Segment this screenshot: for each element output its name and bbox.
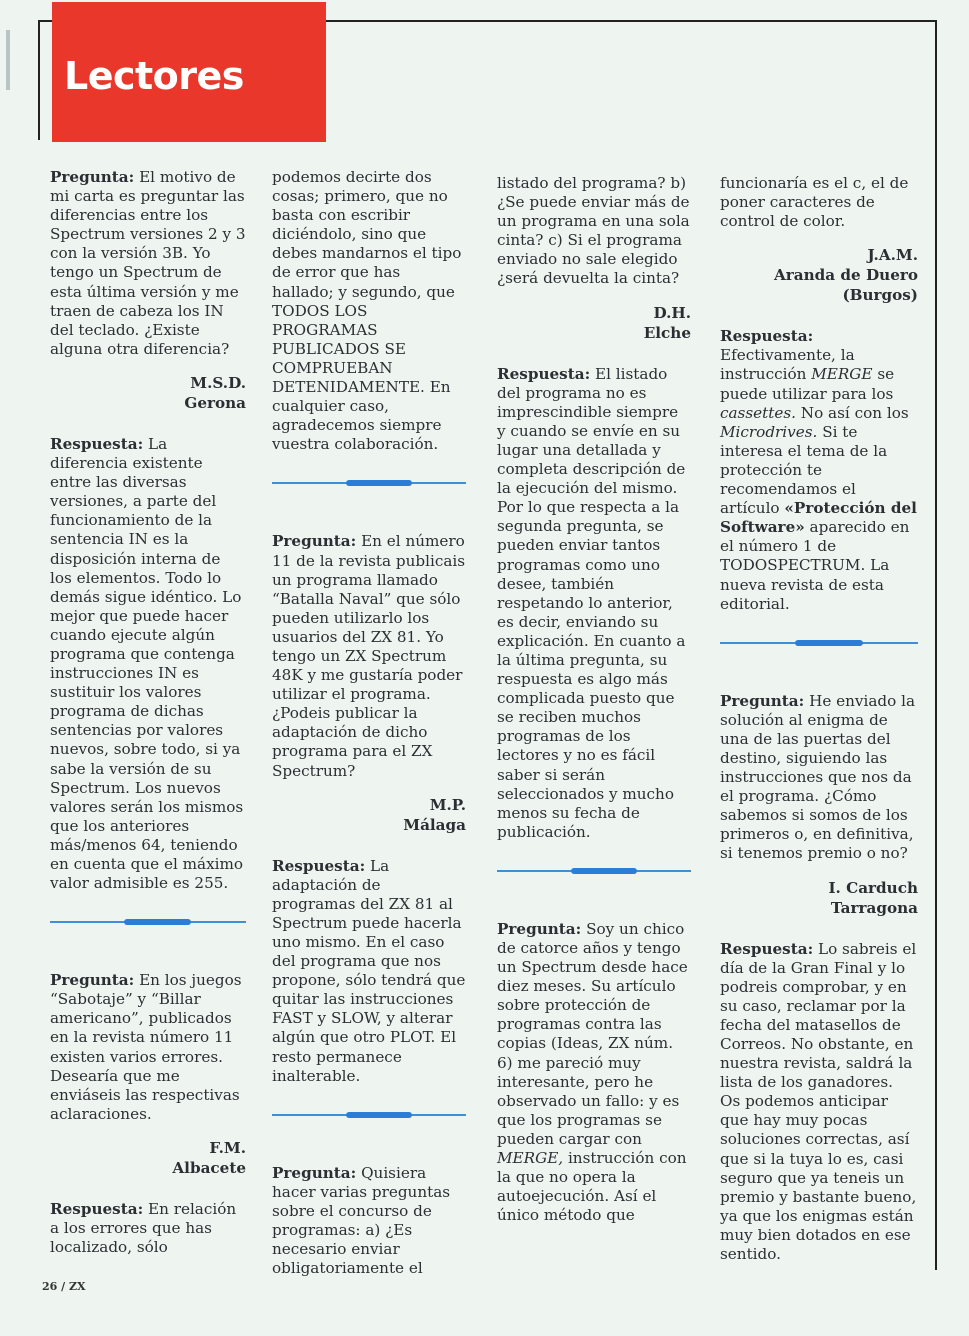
answer-text: La diferencia existente entre las diversas versiones, a parte del funcionamiento de la sentencia IN es la disposición interna de los elementos. Todo lo demás sigue idéntico. Lo mejor que puede hacer cuando ejecute algún programa que contenga instrucciones IN es sustituir los valores programa de dichas sentencias por valores nuevos, sobre todo, si ya sabe la versión de su Spectrum. Los nuevos valores serán los mismos que los anteriores más/menos 64, teniendo en cuenta que el máximo valor admisible es 255. — [50, 434, 244, 893]
question-text: En el número 11 de la revista publicais un programa llamado “Batalla Naval” que sólo pueden utilizarlo los usuarios del ZX 81. Yo tengo un ZX Spectrum 48K y me gustaría poder utilizar el programa. ¿Podeis publicar la adaptación de dicho programa para el ZX Spectrum? — [272, 532, 466, 780]
signature-city: Elche — [643, 323, 691, 342]
question-text: En los juegos “Sabotaje” y “Billar americano”, publicados en la revista número 11 existen varios errores. Desearía que me enviáseis las respectivas aclaraciones. — [50, 971, 242, 1123]
answer-label: Respuesta: — [720, 327, 814, 346]
signature-initials: D.H. — [653, 303, 691, 322]
column-4 — [720, 174, 918, 1264]
page-edge-mark — [6, 30, 10, 90]
letter-1-answer — [50, 435, 246, 893]
column-2 — [272, 168, 466, 1278]
signature-initials: M.P. — [429, 795, 466, 814]
letter-1-question — [50, 168, 246, 359]
merge-keyword: MERGE, — [497, 1149, 564, 1168]
letter-5-signature — [720, 245, 918, 305]
cassettes-term: cassettes. — [720, 403, 796, 422]
letter-4-signature — [497, 303, 691, 343]
answer-text: se puede utilizar para los — [720, 365, 895, 403]
signature-initials: M.S.D. — [190, 373, 246, 392]
frame-right-rule — [935, 20, 937, 1270]
letter-6-signature — [720, 878, 918, 918]
letter-3-signature — [272, 795, 466, 835]
signature-city: Málaga — [403, 815, 466, 834]
page-number-footer: 26 / ZX — [42, 1280, 86, 1293]
letter-2-answer-continued: podemos decirte dos cosas; primero, que no basta con escribir diciéndolo, sino que debes mandarnos el tipo de error que has hallado; y segundo, que TODOS LOS PROGRAMAS PUBLICADOS SE COMPRUEBAN DETENIDAMENTE. En cualquier caso, agradecemos siempre vuestra colaboración. — [272, 168, 462, 454]
answer-label: Respuesta: — [272, 856, 366, 875]
answer-text: aparecido en el número 1 de TODOSPECTRUM. La nueva revista de esta editorial. — [720, 518, 910, 613]
question-text: He enviado la solución al enigma de una de las puertas del destino, siguiendo las instrucciones que nos da el programa. ¿Cómo sabemos si somos de los primeros o, en definitiva, si tenemos premio o no? — [720, 691, 916, 863]
signature-city: Aranda de Duero — [774, 266, 918, 285]
letter-6-question — [720, 692, 918, 864]
answer-text: Lo sabreis el día de la Gran Final y lo podreis comprobar, y en su caso, reclamar por la fecha del matasellos de Correos. No obstante, en nuestra revista, saldrá la lista de los ganadores. Os podemos anticipar que hay muy pocas soluciones correctas, así que si la tuya lo es, casi seguro que ya teneis un premio y bastante bueno, ya que los enigmas están muy bien dotados en ese sentido. — [720, 939, 917, 1264]
column-3 — [497, 174, 691, 1225]
signature-city: Albacete — [172, 1158, 246, 1177]
frame-left-rule — [38, 20, 40, 140]
signature-city: Tarragona — [830, 898, 918, 917]
signature-initials: J.A.M. — [867, 246, 918, 265]
answer-label: Respuesta: — [497, 364, 591, 383]
question-label: Pregunta: — [497, 919, 582, 938]
question-label: Pregunta: — [50, 168, 135, 186]
question-text: El motivo de mi carta es preguntar las diferencias entre los Spectrum versiones 2 y 3 con la versión 3B. Yo tengo un Spectrum de esta última versión y me traen de cabeza los IN del teclado. ¿Existe alguna otra diferencia? — [50, 168, 246, 358]
section-separator — [272, 482, 466, 484]
section-separator — [50, 921, 246, 923]
signature-initials: F.M. — [209, 1138, 246, 1157]
answer-text: En relación a los errores que has localizado, sólo — [50, 1199, 237, 1257]
section-separator — [497, 870, 691, 872]
letter-4-question-start — [272, 1164, 466, 1279]
section-separator — [272, 1114, 466, 1116]
letter-1-signature — [50, 373, 246, 413]
microdrives-term: Microdrives. — [720, 422, 818, 441]
answer-label: Respuesta: — [50, 1199, 144, 1218]
letter-2-answer-start — [50, 1200, 246, 1257]
column-1 — [50, 168, 246, 1257]
signature-city: Gerona — [184, 393, 246, 412]
answer-label: Respuesta: — [50, 434, 144, 453]
question-text: Soy un chico de catorce años y tengo un Spectrum desde hace diez meses. Su artículo sobre protección de programas contra las copias (Ideas, ZX núm. 6) me pareció muy interesante, pero he observado un fallo: y es que los programas se pueden cargar con — [497, 919, 688, 1148]
question-label: Pregunta: — [272, 532, 357, 551]
letter-2-question — [50, 971, 246, 1124]
question-text: instrucción con la que no opera la autoejecución. Así el único método que — [497, 1149, 687, 1225]
question-label: Pregunta: — [720, 691, 805, 710]
letter-3-question — [272, 532, 466, 780]
answer-text: No así con los — [800, 403, 909, 422]
merge-keyword: MERGE — [811, 365, 873, 384]
letter-4-answer — [497, 365, 691, 842]
question-label: Pregunta: — [50, 971, 135, 990]
section-separator — [720, 642, 918, 644]
letter-5-question-continued: funcionaría es el c, el de poner caracteres de control de color. — [720, 174, 909, 231]
question-label: Pregunta: — [272, 1163, 357, 1182]
letter-5-question-start — [497, 920, 691, 1226]
letter-5-answer — [720, 327, 918, 613]
letter-2-signature — [50, 1138, 246, 1178]
section-title: Lectores — [64, 54, 244, 98]
signature-province: (Burgos) — [842, 286, 918, 305]
answer-text: La adaptación de programas del ZX 81 al Spectrum puede hacerla uno mismo. En el caso del programa que nos propone, sólo tendrá que quitar las instrucciones FAST y SLOW, y alterar algún que otro PLOT. El resto permanece inalterable. — [272, 856, 466, 1085]
question-text: Quisiera hacer varias preguntas sobre el concurso de programas: a) ¿Es necesario enviar obligatoriamente el — [272, 1163, 451, 1278]
answer-label: Respuesta: — [720, 939, 814, 958]
letter-3-answer — [272, 857, 466, 1086]
answer-text: El listado del programa no es imprescindible siempre y cuando se envíe en su lugar una detallada y completa descripción de la ejecución del mismo. Por lo que respecta a la segunda pregunta, se pueden enviar tantos programas como uno desee, también respetando lo anterior, es decir, enviando su explicación. En cuanto a la última pregunta, su respuesta es algo más complicada puesto que se reciben muchos programas de los lectores y no es fácil saber si serán seleccionados y mucho menos su fecha de publicación. — [497, 364, 686, 841]
letter-4-question-continued: listado del programa? b) ¿Se puede enviar más de un programa en una sola cinta? c) Si el programa enviado no sale elegido ¿será devuelta la cinta? — [497, 174, 690, 288]
answer-text: Efectivamente, la instrucción — [720, 346, 855, 384]
article-title: «Protección del Software» — [720, 499, 917, 537]
signature-initials: I. Carduch — [828, 878, 918, 897]
letter-6-answer — [720, 940, 918, 1265]
answer-text: Si te interesa el tema de la protección te recomendamos el artículo — [720, 422, 888, 518]
